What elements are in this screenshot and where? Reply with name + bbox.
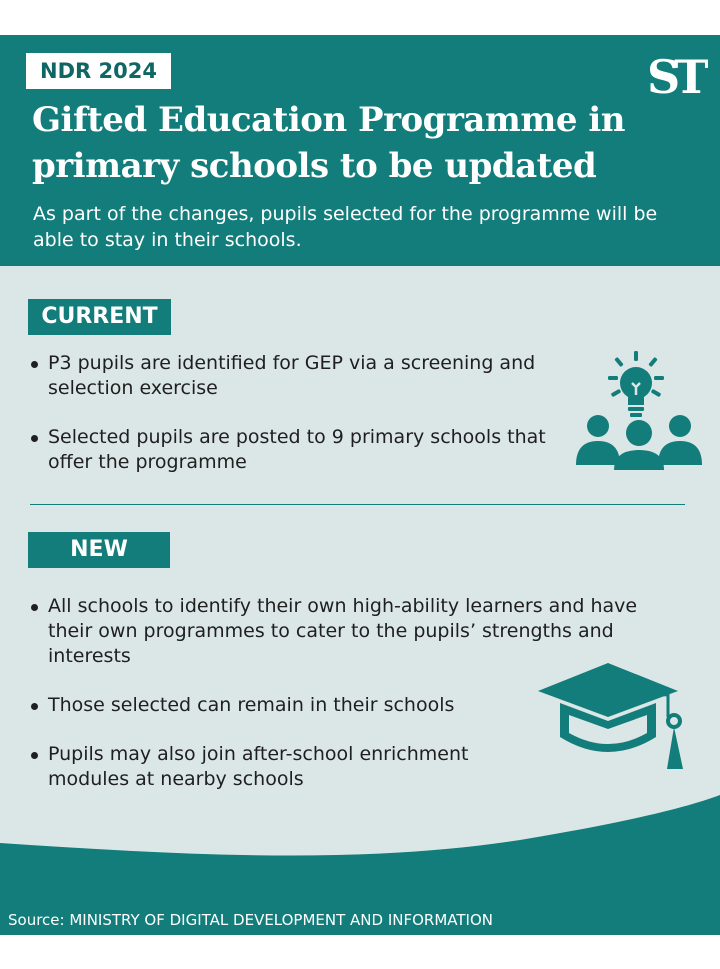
list-item: All schools to identify their own high-ability learners and have their own programmes to cater to the pupils’ strengths and interests: [28, 594, 648, 669]
section-divider: [30, 504, 685, 505]
current-list: [28, 351, 558, 499]
infographic-card: [0, 35, 720, 935]
list-item: Those selected can remain in their schools: [28, 693, 648, 718]
lightbulb-people-icon: [572, 345, 706, 470]
source-credit: Source: MINISTRY OF DIGITAL DEVELOPMENT AND INFORMATION: [8, 911, 494, 929]
list-item: Pupils may also join after-school enrichment modules at nearby schools: [28, 742, 518, 792]
event-tag: NDR 2024: [26, 53, 171, 89]
st-logo: ST: [647, 50, 703, 104]
graduation-cap-icon: [536, 659, 694, 777]
header-banner: [0, 35, 720, 266]
list-item: Selected pupils are posted to 9 primary schools that offer the programme: [28, 425, 558, 475]
current-section-tag: CURRENT: [28, 299, 171, 335]
new-section-tag: NEW: [28, 532, 170, 568]
page-subtitle: As part of the changes, pupils selected for the programme will be able to stay in their schools.: [33, 203, 658, 251]
list-item: P3 pupils are identified for GEP via a screening and selection exercise: [28, 351, 558, 401]
page-title: Gifted Education Programme in primary schools to be updated: [32, 100, 625, 186]
